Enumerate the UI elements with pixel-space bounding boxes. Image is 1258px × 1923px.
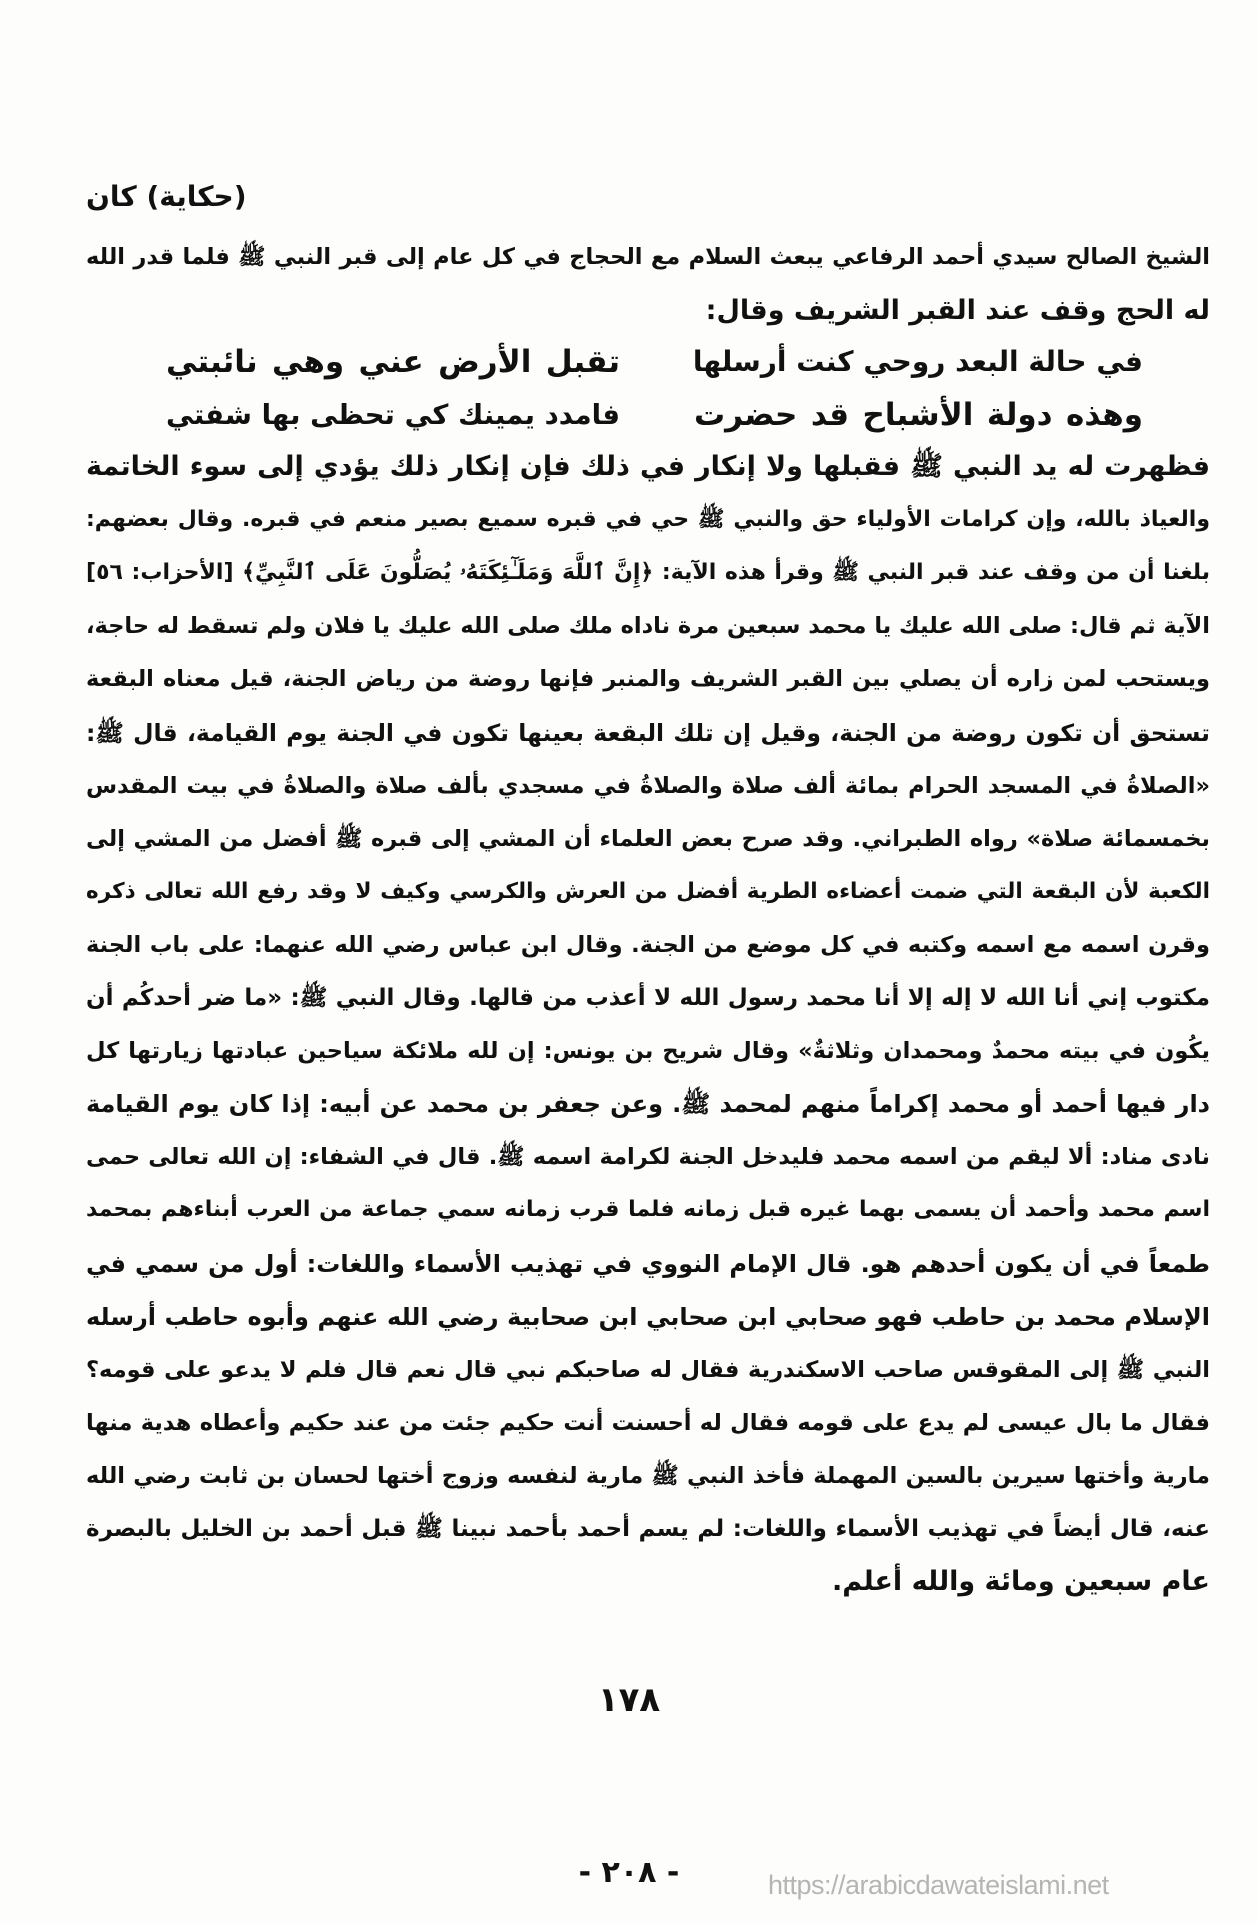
text-line: مكتوب إني أنا الله لا إله إلا أنا محمد رسول الله لا أعذب من قالها. وقال النبي ﷺ: «ما ضر أحدكُم أن bbox=[86, 985, 1210, 1011]
section-heading: (حكاية) كان bbox=[86, 180, 247, 213]
text-line: عام سبعين ومائة والله أعلم. bbox=[832, 1566, 1210, 1598]
text-line: فقال ما بال عيسى لم يدع على قومه فقال له أحسنت أنت حكيم جئت من عند حكيم وأعطاه هدية منها bbox=[86, 1409, 1210, 1436]
text-line: الآية ثم قال: صلى الله عليك يا محمد سبعين مرة ناداه ملك صلى الله عليك يا فلان ولم تسقط له حاجة، bbox=[86, 613, 1210, 640]
text-line: ويستحب لمن زاره أن يصلي بين القبر الشريف والمنبر فإنها روضة من رياض الجنة، قيل معناه البقعة bbox=[86, 666, 1210, 693]
text-line: والعياذ بالله، وإن كرامات الأولياء حق والنبي ﷺ حي في قبره سميع بصير منعم في قبره. وقال بعضهم: bbox=[86, 507, 1210, 533]
text-line: له الحج وقف عند القبر الشريف وقال: bbox=[705, 295, 1210, 326]
watermark-url: https://arabicdawateislami.net bbox=[768, 1870, 1109, 1900]
verse-hemistich-right: في حالة البعد روحي كنت أرسلها bbox=[692, 345, 1143, 378]
text-line: عنه، قال أيضاً في تهذيب الأسماء واللغات: لم يسم أحمد بأحمد نبينا ﷺ قبل أحمد بن الخليل بالبصرة bbox=[86, 1516, 1210, 1542]
text-line: دار فيها أحمد أو محمد إكراماً منهم لمحمد ﷺ. وعن جعفر بن محمد عن أبيه: إذا كان يوم القيامة bbox=[86, 1090, 1210, 1119]
text-line: وقرن اسمه مع اسمه وكتبه في كل موضع من الجنة. وقال ابن عباس رضي الله عنهما: على باب الجنة bbox=[86, 931, 1210, 958]
text-line: الإسلام محمد بن حاطب فهو صحابي ابن صحابي ابن صحابية رضي الله عنهم وأبوه حاطب أرسله bbox=[86, 1302, 1210, 1331]
verse-hemistich-left: فامدد يمينك كي تحظى بها شفتي bbox=[166, 399, 620, 431]
text-line: النبي ﷺ إلى المقوقس صاحب الاسكندرية فقال له صاحبكم نبي قال نعم قال فلم لا يدعو على قومه؟ bbox=[86, 1356, 1210, 1383]
text-line: طمعاً في أن يكون أحدهم هو. قال الإمام النووي في تهذيب الأسماء واللغات: أول من سمي في bbox=[86, 1249, 1210, 1278]
verse-hemistich-left: تقبل الأرض عني وهي نائبتي bbox=[166, 344, 620, 380]
text-line: بخمسمائة صلاة» رواه الطبراني. وقد صرح بعض العلماء أن المشي إلى قبره ﷺ أفضل من المشي إلى bbox=[86, 825, 1210, 852]
text-line: يكُون في بيته محمدٌ ومحمدان وثلاثةٌ» وقال شريح بن يونس: إن لله ملائكة سياحين عبادتها زيارتها كل bbox=[86, 1038, 1210, 1065]
pdf-page-number: - ٢٠٨ - bbox=[578, 1855, 680, 1890]
text-line: «الصلاةُ في المسجد الحرام بمائة ألف صلاة والصلاةُ في مسجدي بألف صلاة والصلاةُ في بيت المقدس bbox=[86, 772, 1210, 799]
text-line: اسم محمد وأحمد أن يسمى بهما غيره قبل زمانه فلما قرب زمانه سمي جماعة من العرب أبناءهم بمحمد bbox=[86, 1197, 1210, 1223]
text-line: الشيخ الصالح سيدي أحمد الرفاعي يبعث السلام مع الحجاج في كل عام إلى قبر النبي ﷺ فلما قدر الله bbox=[86, 244, 1210, 270]
text-line: نادى مناد: ألا ليقم من اسمه محمد فليدخل الجنة لكرامة اسمه ﷺ. قال في الشفاء: إن الله تعالى حمى bbox=[86, 1144, 1210, 1171]
text-line: فظهرت له يد النبي ﷺ فقبلها ولا إنكار في ذلك فإن إنكار ذلك يؤدي إلى سوء الخاتمة bbox=[86, 451, 1210, 482]
text-line: بلغنا أن من وقف عند قبر النبي ﷺ وقرأ هذه الآية: ﴿إِنَّ ٱللَّهَ وَمَلَـٰٓئِكَتَهُۥ يُصَلُّونَ عَلَى ٱلنَّبِيِّ﴾ [الأحزاب: ٥٦] bbox=[86, 560, 1210, 586]
text-line: تستحق أن تكون روضة من الجنة، وقيل إن تلك البقعة بعينها تكون في الجنة يوم القيامة، قال ﷺ: bbox=[86, 718, 1210, 747]
text-line: الكعبة لأن البقعة التي ضمت أعضاءه الطرية أفضل من العرش والكرسي وكيف لا وقد رفع الله تعالى ذكره bbox=[86, 878, 1210, 904]
text-line: مارية وأختها سيرين بالسين المهملة فأخذ النبي ﷺ مارية لنفسه وزوج أختها لحسان بن ثابت رضي الله bbox=[86, 1462, 1210, 1489]
verse-hemistich-right: وهذه دولة الأشباح قد حضرت bbox=[694, 397, 1143, 433]
book-page-number: ١٧٨ bbox=[597, 1680, 661, 1720]
